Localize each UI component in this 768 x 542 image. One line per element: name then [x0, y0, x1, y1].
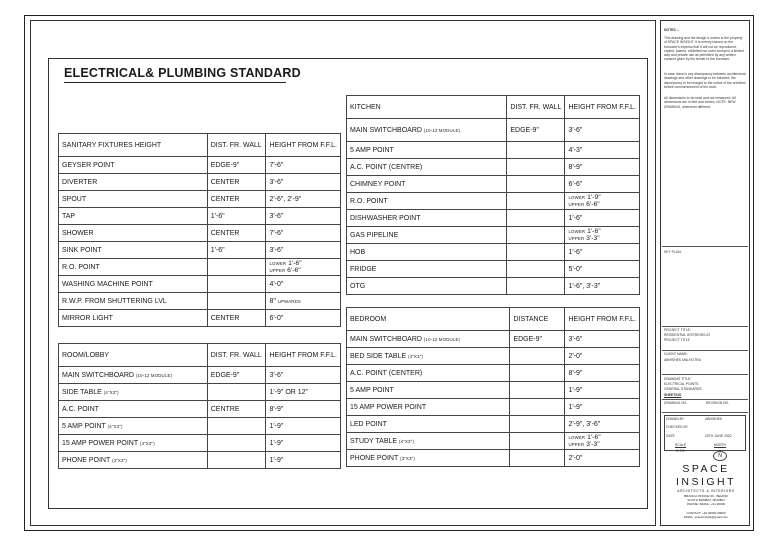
distance-value: EDGE-9"	[507, 119, 565, 142]
lower-height: 1'-6"	[587, 228, 601, 235]
project-title-line: RESIDENTIAL INTERIORS AT	[664, 333, 711, 337]
point-name: 5 AMP POINT	[347, 382, 510, 399]
fixture-name: GEYSER POINT	[59, 157, 208, 174]
lower-label: LOWER	[568, 229, 586, 234]
height-value: 5'-0"	[565, 261, 640, 278]
table-row	[347, 331, 640, 348]
height-value: 1'-9"	[266, 435, 341, 452]
project-title-label: PROJECT TITLE:	[664, 328, 691, 332]
table-row	[59, 276, 341, 293]
point-label: BED SIDE TABLE	[350, 352, 407, 360]
upper-height: 6'-6"	[586, 201, 600, 208]
height-value: 2'-0"	[565, 450, 640, 467]
height-value: 1'-9"	[266, 452, 341, 469]
lower-label: LOWER	[568, 435, 586, 440]
notes-text: In case there is any discrepancy between architectural drawings and other drawings to be followed, the discrepancy to be brought to the notice of the architect before commencement of the work.	[664, 72, 746, 89]
point-label: 15 AMP POWER POINT	[62, 439, 138, 447]
point-name: LED POINT	[347, 416, 510, 433]
brand-name-line-1: SPACE	[682, 463, 730, 475]
brand-name-line-2: INSIGHT	[675, 476, 737, 488]
height-value: 3'-6"	[565, 331, 640, 348]
table-row	[59, 452, 341, 469]
title-block-divider	[662, 412, 748, 413]
fixture-name: SPOUT	[59, 191, 208, 208]
distance-value	[507, 176, 565, 193]
distance-value: CENTER	[207, 225, 266, 242]
column-header: HEIGHT FROM F.F.L.	[266, 134, 341, 157]
distance-value	[510, 399, 565, 416]
distance-value	[507, 227, 565, 244]
distance-value	[510, 450, 565, 467]
drawing-title-line: SHEET/NO	[664, 393, 682, 397]
height-value: 1'-6"	[565, 210, 640, 227]
drawing-title-label: DRAWING TITLE:	[664, 377, 692, 381]
table-row	[59, 384, 341, 401]
title-block-divider	[662, 374, 748, 375]
distance-value	[507, 261, 565, 278]
project-title-line: PROJECT TITLE	[664, 338, 690, 342]
fixture-name: R.O. POINT	[59, 259, 208, 276]
point-label: PHONE POINT	[350, 454, 399, 462]
table-header-row	[59, 134, 341, 157]
brand-subtitle: ARCHITECTS & INTERIORS	[677, 489, 735, 493]
table-row	[59, 401, 341, 418]
upper-label: UPPER	[568, 202, 585, 207]
lower-height: 1'-6"	[587, 434, 601, 441]
brand-contact	[664, 512, 748, 520]
scale-label: SCALE	[675, 443, 687, 447]
height-value	[565, 193, 640, 210]
upper-height: 3'-3"	[586, 441, 600, 448]
point-name	[347, 450, 510, 467]
notes-heading: NOTES :-	[664, 28, 679, 32]
table-row	[347, 348, 640, 365]
upper-label: UPPER	[568, 236, 585, 241]
column-header: DISTANCE	[510, 308, 565, 331]
title-block-divider	[662, 326, 748, 327]
drawn-by-value: ABHISHEK	[705, 417, 723, 421]
table-row	[59, 174, 341, 191]
fixture-name: MIRROR LIGHT	[59, 310, 208, 327]
fixture-name: WASHING MACHINE POINT	[59, 276, 208, 293]
table-row	[347, 176, 640, 193]
table-row	[59, 225, 341, 242]
distance-value	[207, 293, 266, 310]
height-value: 1'-9"	[565, 382, 640, 399]
table-header-row	[347, 308, 640, 331]
distance-value	[207, 418, 266, 435]
distance-value: EDGE-9"	[207, 367, 266, 384]
point-name: 15 AMP POWER POINT	[347, 399, 510, 416]
upper-height: 6'-6"	[287, 267, 301, 274]
point-label: STUDY TABLE	[350, 437, 398, 445]
height-value: 6'-6"	[565, 176, 640, 193]
title-block-divider	[662, 246, 748, 247]
distance-value: CENTER	[207, 174, 266, 191]
north-label: NORTH	[714, 443, 726, 447]
lower-label: LOWER	[568, 195, 586, 200]
point-note: (4"X3")	[103, 389, 119, 395]
height-value: 8'-9"	[266, 401, 341, 418]
distance-value	[507, 193, 565, 210]
page-title: ELECTRICAL& PLUMBING STANDARD	[64, 66, 301, 80]
brand-address	[664, 495, 748, 506]
table-row	[347, 278, 640, 295]
point-name: R.O. POINT	[347, 193, 507, 210]
distance-value: CENTRE	[207, 401, 266, 418]
fixture-name: TAP	[59, 208, 208, 225]
point-name	[347, 331, 510, 348]
date-value: 20TH JUNE 2020	[705, 434, 732, 438]
point-name: 5 AMP POINT	[347, 142, 507, 159]
point-label: PHONE POINT	[62, 456, 111, 464]
upper-height: 3'-3"	[586, 235, 600, 242]
distance-value	[507, 210, 565, 227]
height-value: 1'-6"	[565, 244, 640, 261]
table-row	[347, 399, 640, 416]
column-header: HEIGHT FROM F.F.L.	[565, 96, 640, 119]
table-row	[59, 191, 341, 208]
point-name	[59, 418, 208, 435]
distance-value	[510, 348, 565, 365]
point-note: (10-12 MODULE)	[135, 372, 173, 378]
column-header: DIST. FR. WALL	[507, 96, 565, 119]
table-row	[347, 244, 640, 261]
title-underline	[64, 82, 286, 83]
distance-value	[510, 382, 565, 399]
client-name: ABHISHEK MALHOTRA	[664, 358, 701, 362]
column-header: HEIGHT FROM F.F.L.	[565, 308, 640, 331]
point-name: A.C. POINT (CENTRE)	[347, 159, 507, 176]
address-line: SOUTH BOMBAY, MUMBAI	[687, 497, 725, 502]
table-row	[59, 259, 341, 276]
height-value: 8'-9"	[565, 159, 640, 176]
point-note: (3"X3")	[112, 457, 128, 463]
column-header: DIST. FR. WALL	[207, 134, 266, 157]
drawn-by-label: DRAWN BY	[666, 417, 685, 421]
distance-value	[510, 433, 565, 450]
point-note: (4"X3")	[399, 438, 414, 444]
revision-no-label: REVISION NO.	[706, 401, 730, 405]
height-value: 1'-6", 3'-3"	[565, 278, 640, 295]
distance-value: CENTER	[207, 191, 266, 208]
point-name	[347, 119, 507, 142]
point-name: CHIMNEY POINT	[347, 176, 507, 193]
distance-value	[207, 435, 266, 452]
distance-value	[507, 159, 565, 176]
drawing-no-label: DRAWING NO.	[664, 401, 688, 405]
point-name: HOB	[347, 244, 507, 261]
height-value: 2'-6", 2'-9"	[266, 191, 341, 208]
table-row	[59, 293, 341, 310]
title-block-divider	[662, 350, 748, 351]
room-lobby-table	[58, 343, 341, 469]
table-row	[59, 418, 341, 435]
distance-value	[507, 278, 565, 295]
fixture-name: SHOWER	[59, 225, 208, 242]
table-row	[59, 242, 341, 259]
table-row	[347, 227, 640, 244]
table-row	[347, 142, 640, 159]
distance-value: CENTER	[207, 310, 266, 327]
height-number: 8"	[269, 297, 276, 305]
table-header-row	[347, 96, 640, 119]
height-value: 2'-0"	[565, 348, 640, 365]
point-name	[59, 452, 208, 469]
distance-value	[510, 365, 565, 382]
point-note: (4"X3")	[139, 440, 155, 446]
sanitary-fixtures-table	[58, 133, 341, 327]
fixture-name: SINK POINT	[59, 242, 208, 259]
drawing-title-line: GENERAL STANDARDS	[664, 387, 702, 391]
kitchen-table	[346, 95, 640, 295]
column-header: SANITARY FIXTURES HEIGHT	[59, 134, 208, 157]
contact-line: EMAIL: spaceinsight@gmail.com	[683, 514, 729, 519]
height-note: UPWARDS	[277, 298, 301, 304]
lower-height: 1'-6"	[288, 260, 302, 267]
table-row	[59, 435, 341, 452]
height-value: 1'-9" OR 12"	[266, 384, 341, 401]
fixture-name: DIVERTER	[59, 174, 208, 191]
column-header: KITCHEN	[347, 96, 507, 119]
notes-text: All dimensions to be read and not measured. All dimensions are in feet and inches, NOTE: NEW DRAWING, whenever different.	[664, 96, 736, 109]
table-row	[59, 157, 341, 174]
point-name: DISHWASHER POINT	[347, 210, 507, 227]
point-name	[347, 433, 510, 450]
lower-label: LOWER	[269, 261, 287, 266]
distance-value	[207, 276, 266, 293]
table-row	[347, 261, 640, 278]
table-row	[347, 433, 640, 450]
height-value: 1'-9"	[266, 418, 341, 435]
table-row	[347, 193, 640, 210]
table-row	[347, 365, 640, 382]
point-name: GAS PIPELINE	[347, 227, 507, 244]
address-line: PHONE / EMAIL: +91 00000	[686, 501, 726, 506]
point-label: 5 AMP POINT	[62, 422, 106, 430]
height-value: 3'-6"	[266, 208, 341, 225]
height-value: 3'-6"	[266, 242, 341, 259]
height-value: 6'-0"	[266, 310, 341, 327]
height-value	[565, 433, 640, 450]
point-name: FRIDGE	[347, 261, 507, 278]
address-line: BRANCH OFFICE NO., BEHIND	[684, 494, 728, 498]
contact-line: CONTACT: +91 00000 00000	[686, 511, 726, 515]
height-value: 1'-9"	[565, 399, 640, 416]
title-block-divider	[662, 399, 748, 400]
point-label: MAIN SWITCHBOARD	[350, 335, 422, 343]
height-value: 7'-6"	[266, 157, 341, 174]
distance-value	[207, 259, 266, 276]
checked-by-label: CHECKED BY	[666, 425, 689, 429]
height-value: 4'-3"	[565, 142, 640, 159]
point-name	[59, 384, 208, 401]
key-plan-label: KEY PLAN:	[664, 250, 682, 254]
point-name: A.C. POINT (CENTER)	[347, 365, 510, 382]
column-header: ROOM/LOBBY	[59, 344, 208, 367]
height-value: 7'-6"	[266, 225, 341, 242]
fixture-name: R.W.P. FROM SHUTTERING LVL	[59, 293, 208, 310]
distance-value	[207, 384, 266, 401]
client-name-label: CLIENT NAME:	[664, 352, 688, 356]
height-value	[266, 293, 341, 310]
point-note: (10-12 MODULE)	[423, 127, 461, 133]
distance-value: EDGE-9"	[510, 331, 565, 348]
distance-value: 1'-6"	[207, 208, 266, 225]
column-header: BEDROOM	[347, 308, 510, 331]
point-name	[59, 401, 208, 418]
drawing-title-line: ELECTRICAL POINTS	[664, 382, 699, 386]
table-row	[347, 382, 640, 399]
distance-value: EDGE-9"	[207, 157, 266, 174]
column-header: HEIGHT FROM F.F.L.	[266, 344, 341, 367]
point-note: (10-12 MODULE)	[423, 336, 461, 342]
distance-value: 1'-6"	[207, 242, 266, 259]
distance-value	[507, 142, 565, 159]
upper-label: UPPER	[568, 442, 585, 447]
point-label: A.C. POINT	[62, 405, 99, 413]
point-note: (4"X3")	[107, 423, 123, 429]
column-header: DIST. FR. WALL	[207, 344, 266, 367]
point-name: OTG	[347, 278, 507, 295]
height-value	[565, 227, 640, 244]
table-row	[347, 210, 640, 227]
table-row	[59, 208, 341, 225]
distance-value	[207, 452, 266, 469]
table-row	[347, 450, 640, 467]
height-value: 4'-0"	[266, 276, 341, 293]
point-label: SIDE TABLE	[62, 388, 102, 396]
height-value: 8'-9"	[565, 365, 640, 382]
point-note: (3"X3")	[400, 455, 416, 461]
table-row	[347, 159, 640, 176]
scale-value: N.T.S.	[676, 449, 686, 453]
bedroom-table	[346, 307, 640, 467]
height-value: 3'-6"	[565, 119, 640, 142]
point-note: (4"X3")	[408, 353, 424, 359]
upper-label: UPPER	[269, 268, 286, 273]
height-value: 3'-6"	[266, 174, 341, 191]
table-row	[59, 310, 341, 327]
height-value	[266, 259, 341, 276]
north-arrow-icon: N	[713, 451, 727, 461]
point-name	[59, 367, 208, 384]
point-name	[59, 435, 208, 452]
height-value: 2'-9", 3'-6"	[565, 416, 640, 433]
distance-value	[510, 416, 565, 433]
table-row	[347, 416, 640, 433]
lower-height: 1'-9"	[587, 194, 601, 201]
table-header-row	[59, 344, 341, 367]
distance-value	[507, 244, 565, 261]
date-label: DATE	[666, 434, 675, 438]
table-row	[59, 367, 341, 384]
point-label: MAIN SWITCHBOARD	[350, 126, 422, 134]
table-row	[347, 119, 640, 142]
height-value: 3'-6"	[266, 367, 341, 384]
point-label: MAIN SWITCHBOARD	[62, 371, 134, 379]
point-name	[347, 348, 510, 365]
notes-text: This drawing and the design it covers is the property of SPACE INSIGHT. It is merely loaned on the borrower's express that it will not be reproduced, copied, loaned, exhibited nor used except in a limited way and private use as permitted by any written consent given by the lender to the borrower.	[664, 36, 744, 62]
